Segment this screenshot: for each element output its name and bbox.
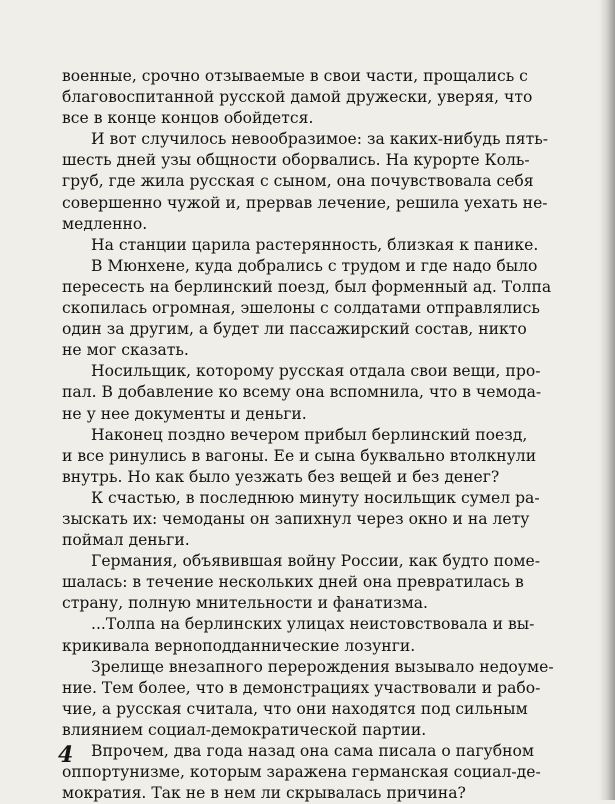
text-line: все в конце концов обойдется.: [62, 109, 314, 128]
text-line: благовоспитанной русской дамой дружески, уверяя, что: [62, 88, 533, 107]
text-line: скопилась огромная, эшелоны с солдатами отправлялись: [62, 299, 540, 318]
text-line: влиянием социал-демократической партии.: [62, 720, 427, 739]
text-line: Германия, объявившая войну России, как будто поме-: [91, 552, 540, 571]
text-line: На станции царила растерянность, близкая к панике.: [91, 235, 539, 254]
text-line: и все ринулись в вагоны. Ее и сына буквально втолкнули: [62, 446, 537, 465]
page-edge-shadow: [599, 0, 615, 800]
text-line: мократия. Так не в нем ли скрывалась причина?: [62, 784, 466, 803]
text-line: Впрочем, два года назад она сама писала о пагубном: [91, 742, 535, 760]
text-line: Носильщик, которому русская отдала свои вещи, про-: [91, 362, 541, 381]
text-line: совершенно чужой и, прервав лечение, решила уехать не-: [62, 193, 548, 212]
text-line: страну, полную мнительности и фанатизма.: [62, 594, 429, 613]
text-line: военные, срочно отзываемые в свои части, прощались с: [62, 67, 528, 85]
text-line: не у нее документы и деньги.: [62, 404, 307, 423]
text-line: Зрелище внезапного перерождения вызывало недоуме-: [91, 657, 554, 676]
text-line: крикивала верноподданнические лозунги.: [62, 636, 416, 655]
text-line: пересесть на берлинский поезд, был форменный ад. Толпа: [62, 277, 552, 296]
text-line: один за другим, а будет ли пассажирский состав, никто: [62, 320, 527, 339]
page-number: 4: [58, 742, 74, 768]
text-line: ...Толпа на берлинских улицах неистовствовала и вы-: [91, 615, 535, 634]
body-text: [62, 66, 562, 804]
text-line: не мог сказать.: [62, 341, 189, 360]
text-line: шалась: в течение нескольких дней она превратилась в: [62, 573, 524, 592]
text-line: внутрь. Но как было уезжать без вещей и без денег?: [62, 467, 500, 486]
text-line: шесть дней узы общности оборвались. На курорте Коль-: [62, 151, 530, 170]
text-line: чие, а русская считала, что они находятся под сильным: [62, 699, 528, 718]
text-line: пал. В добавление ко всему она вспомнила, что в чемода-: [62, 383, 542, 402]
text-line: К счастью, в последнюю минуту носильщик сумел ра-: [91, 488, 540, 507]
text-line: В Мюнхене, куда добрались с трудом и где надо было: [91, 256, 538, 275]
text-line: оппортунизме, которым заражена германская социал-де-: [62, 763, 541, 782]
text-line: ние. Тем более, что в демонстрациях участвовали и рабо-: [62, 678, 541, 697]
text-line: груб, где жила русская с сыном, она почувствовала себя: [62, 172, 534, 191]
text-line: медленно.: [62, 214, 148, 233]
text-line: поймал деньги.: [62, 531, 190, 550]
text-line: Наконец поздно вечером прибыл берлинский поезд,: [91, 425, 528, 444]
text-line: зыскать их: чемоданы он запихнул через окно и на лету: [62, 509, 530, 528]
text-line: И вот случилось невообразимое: за каких-нибудь пять-: [91, 130, 549, 149]
